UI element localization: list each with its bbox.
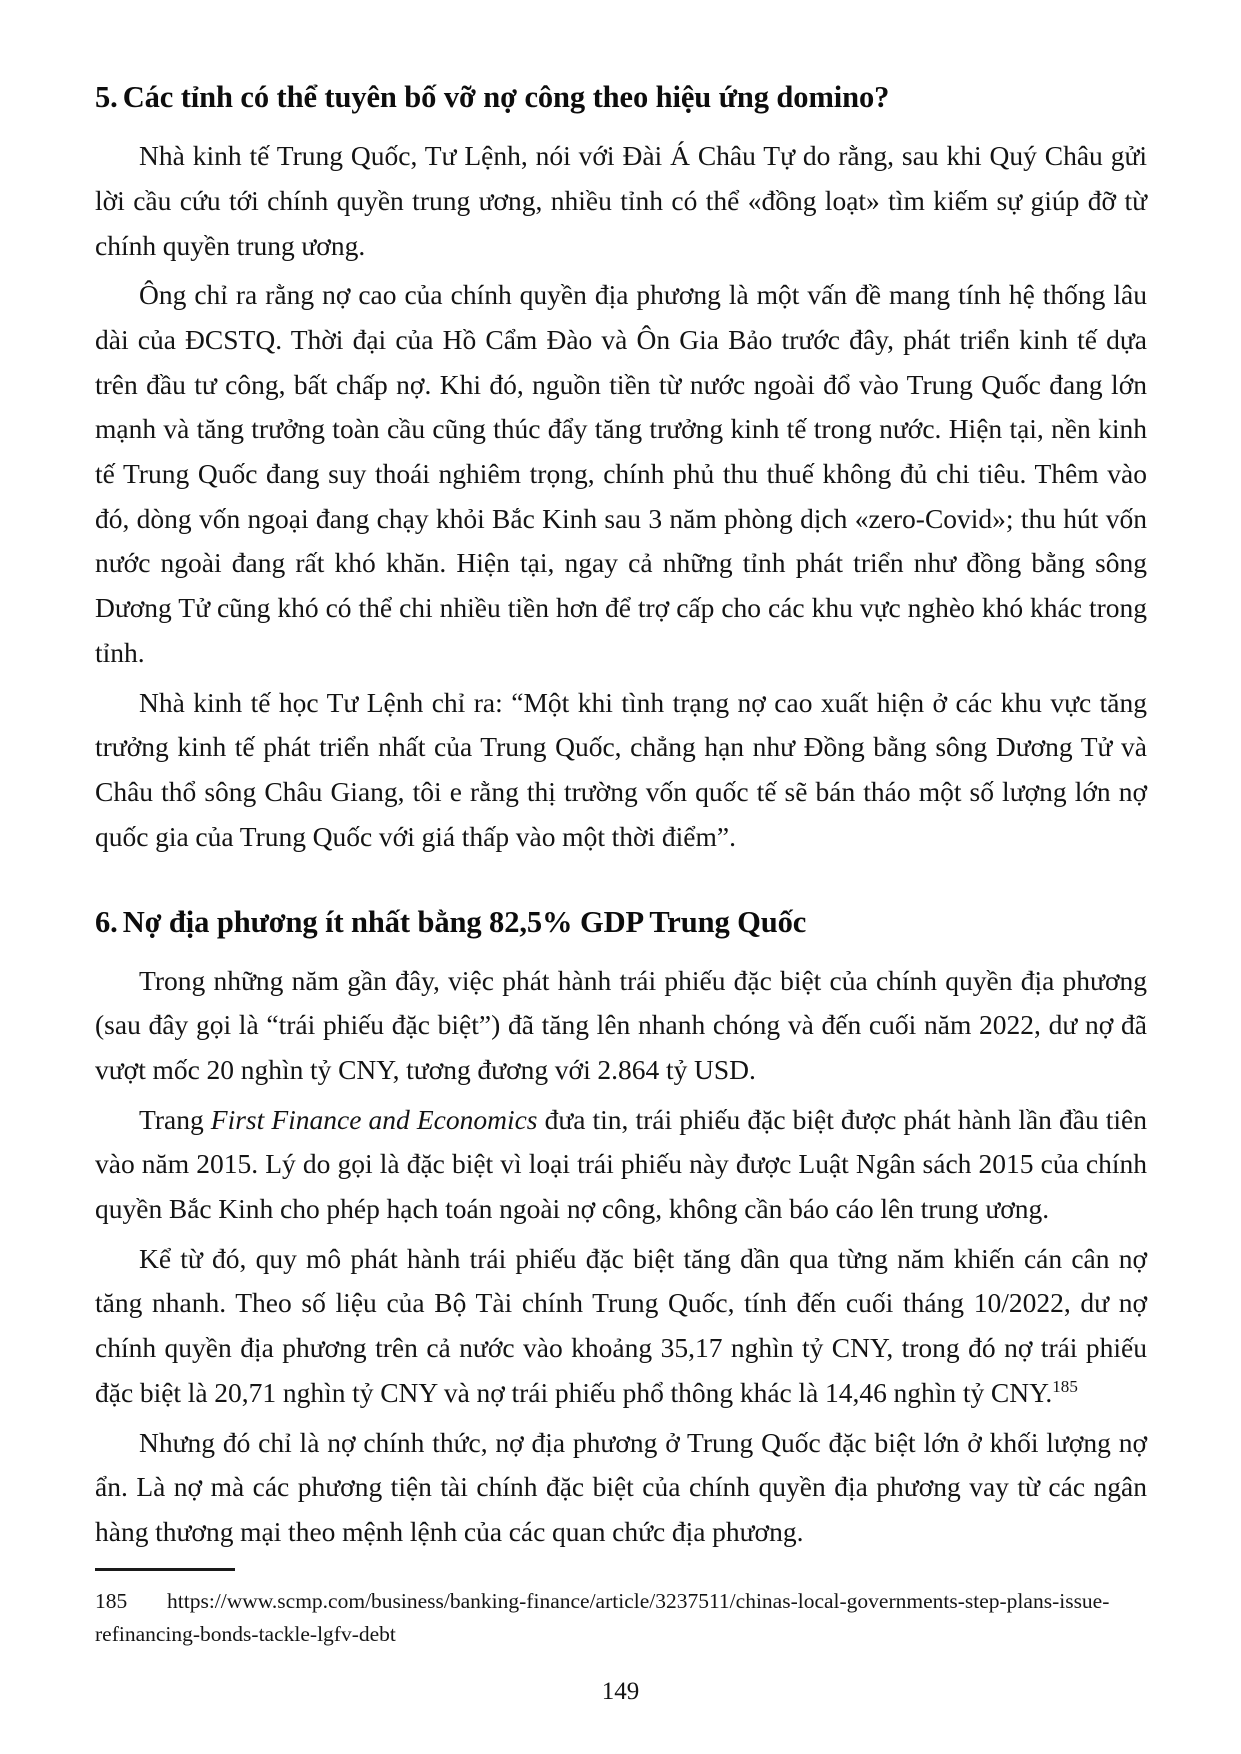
page-number: 149: [601, 1678, 640, 1705]
footnote-reference-185[interactable]: 185: [1052, 1376, 1078, 1396]
paragraph-6-3: [95, 1237, 1147, 1416]
footnote-entry: [95, 1585, 1147, 1651]
page-content: [95, 78, 1147, 1555]
section-title-5: Các tỉnh có thể tuyên bố vỡ nợ công theo hiệu ứng domino?: [122, 80, 890, 114]
footnote-url[interactable]: https://www.scmp.com/business/banking-finance/article/3237511/chinas-local-governments-step-plans-issue-refinancing-bonds-tackle-lgfv-debt: [95, 1589, 1110, 1646]
paragraph-6-3-text: Kể từ đó, quy mô phát hành trái phiếu đặc biệt tăng dần qua từng năm khiến cán cân nợ tăng nhanh. Theo số liệu của Bộ Tài chính Trung Quốc, tính đến cuối tháng 10/2022, dư nợ chính quyền địa phương trên cả nước vào khoảng 35,17 nghìn tỷ CNY, trong đó nợ trái phiếu đặc biệt là 20,71 nghìn tỷ CNY và nợ trái phiếu phổ thông khác là 14,46 nghìn tỷ CNY.: [95, 1242, 1147, 1408]
paragraph-5-1: Nhà kinh tế Trung Quốc, Tư Lệnh, nói với Đài Á Châu Tự do rằng, sau khi Quý Châu gửi lời cầu cứu tới chính quyền trung ương, nhiều tỉnh có thể «đồng loạt» tìm kiếm sự giúp đỡ từ chính quyền trung ương.: [95, 140, 1147, 261]
footnote-separator-rule: [95, 1568, 235, 1571]
paragraph-5-3: Nhà kinh tế học Tư Lệnh chỉ ra: “Một khi tình trạng nợ cao xuất hiện ở các khu vực tăng trưởng kinh tế phát triển nhất của Trung Quốc, chẳng hạn như Đồng bằng sông Dương Tử và Châu thổ sông Châu Giang, tôi e rằng thị trường vốn quốc tế sẽ bán tháo một số lượng lớn nợ quốc gia của Trung Quốc với giá thấp vào một thời điểm”.: [95, 686, 1147, 852]
paragraph-6-2-before: Trang: [139, 1103, 211, 1135]
section-heading-6: [95, 903, 1147, 941]
paragraph-6-2-after: đưa tin, trái phiếu đặc biệt được phát hành lần đầu tiên vào năm 2015. Lý do gọi là đặc biệt vì loại trái phiếu này được Luật Ngân sách 2015 của chính quyền Bắc Kinh cho phép hạch toán ngoài nợ công, không cần báo cáo lên trung ương.: [95, 1103, 1148, 1225]
section-heading-5: [95, 78, 1147, 116]
paragraph-6-1: Trong những năm gần đây, việc phát hành trái phiếu đặc biệt của chính quyền địa phương (sau đây gọi là “trái phiếu đặc biệt”) đã tăng lên nhanh chóng và đến cuối năm 2022, dư nợ đã vượt mốc 20 nghìn tỷ CNY, tương đương với 2.864 tỷ USD.: [95, 964, 1147, 1085]
paragraph-5-2: Ông chỉ ra rằng nợ cao của chính quyền địa phương là một vấn đề mang tính hệ thống lâu dài của ĐCSTQ. Thời đại của Hồ Cẩm Đào và Ôn Gia Bảo trước đây, phát triển kinh tế dựa trên đầu tư công, bất chấp nợ. Khi đó, nguồn tiền từ nước ngoài đổ vào Trung Quốc đang lớn mạnh và tăng trưởng toàn cầu cũng thúc đẩy tăng trưởng kinh tế trong nước. Hiện tại, nền kinh tế Trung Quốc đang suy thoái nghiêm trọng, chính phủ thu thuế không đủ chi tiêu. Thêm vào đó, dòng vốn ngoại đang chạy khỏi Bắc Kinh sau 3 năm phòng dịch «zero-Covid»; thu hút vốn nước ngoài đang rất khó khăn. Hiện tại, ngay cả những tỉnh phát triển như đồng bằng sông Dương Tử cũng khó có thể chi nhiều tiền hơn để trợ cấp cho các khu vực nghèo khó khác trong tỉnh.: [95, 279, 1147, 668]
footnote-block: [95, 1568, 1147, 1651]
paragraph-6-2: [95, 1098, 1147, 1232]
section-number-6: 6.: [95, 905, 118, 940]
section-number-5: 5.: [95, 80, 118, 114]
footnote-number: 185: [95, 1589, 128, 1613]
section-title-6: Nợ địa phương ít nhất bằng 82,5% GDP Trung Quốc: [122, 905, 807, 940]
paragraph-6-4: Nhưng đó chỉ là nợ chính thức, nợ địa phương ở Trung Quốc đặc biệt lớn ở khối lượng nợ ẩn. Là nợ mà các phương tiện tài chính đặc biệt của chính quyền địa phương vay từ các ngân hàng thương mại theo mệnh lệnh của các quan chức địa phương.: [95, 1426, 1147, 1547]
publication-name: First Finance and Economics: [210, 1103, 538, 1135]
